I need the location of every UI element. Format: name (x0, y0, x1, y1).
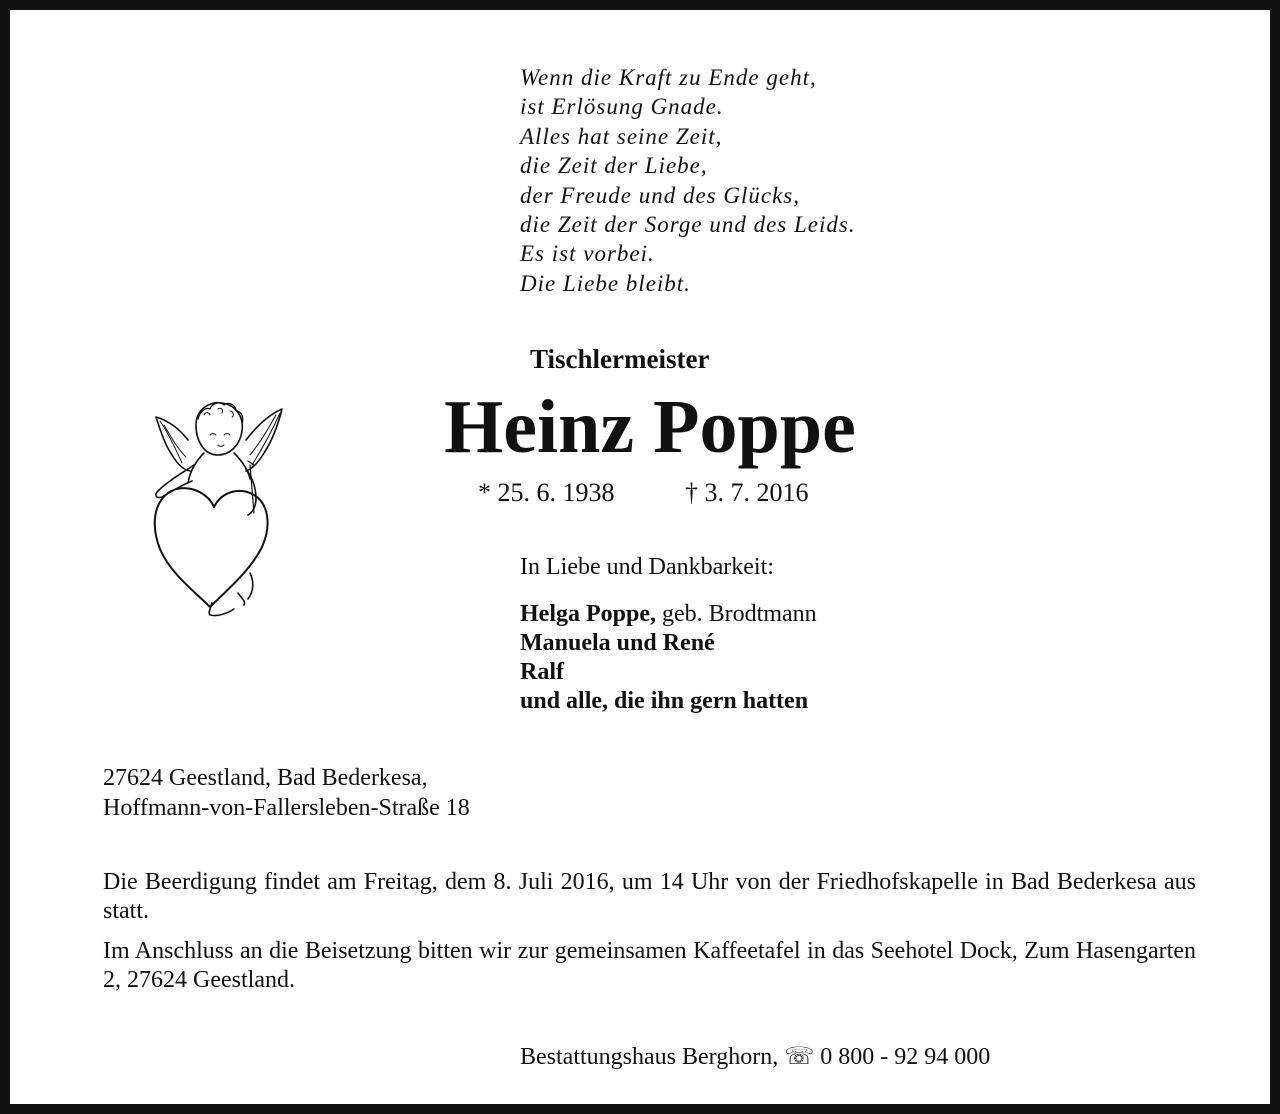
birth-date: * 25. 6. 1938 (478, 478, 615, 507)
mourner-line: Ralf (520, 659, 564, 685)
poem-line: die Zeit der Sorge und des Leids. (520, 212, 856, 238)
mourners-list (520, 600, 817, 716)
poem-line: Wenn die Kraft zu Ende geht, (520, 65, 817, 90)
poem-line: die Zeit der Liebe, (520, 153, 708, 179)
funeral-home-phone: 0 800 - 92 94 000 (814, 1044, 991, 1070)
deceased-name: Heinz Poppe (444, 385, 856, 469)
mourner-name: Helga Poppe, (520, 601, 656, 627)
funeral-home-name: Bestattungshaus Berghorn, (520, 1044, 785, 1070)
funeral-home (520, 1042, 990, 1071)
telephone-icon: ☏ (784, 1044, 815, 1070)
maiden-name-note: geb. Brodtmann (656, 601, 817, 627)
mourners-intro: In Liebe und Dankbarkeit: (520, 554, 774, 580)
funeral-info: Die Beerdigung findet am Freitag, dem 8. Juli 2016, um 14 Uhr von der Friedhofskapelle in Bad Bederkesa aus statt. (103, 869, 1196, 924)
address-line: 27624 Geestland, Bad Bederkesa, (103, 765, 428, 791)
poem-line: der Freude und des Glücks, (520, 182, 800, 208)
poem-line: Alles hat seine Zeit, (520, 123, 723, 149)
death-date: † 3. 7. 2016 (685, 478, 809, 507)
poem-line: ist Erlösung Gnade. (520, 94, 724, 120)
reception-info: Im Anschluss an die Beisetzung bitten wir zur gemeinsamen Kaffeetafel in das Seehotel Dock, Zum Hasengarten 2, 27624 Geestland. (103, 938, 1196, 993)
deceased-occupation: Tischlermeister (530, 344, 710, 374)
address-line: Hoffmann-von-Fallersleben-Straße 18 (103, 794, 470, 821)
poem (520, 63, 856, 298)
poem-line: Es ist vorbei. (520, 241, 655, 267)
address (103, 764, 470, 823)
mourner-line (520, 600, 817, 629)
mourner-line: Manuela und René (520, 630, 715, 656)
poem-line: Die Liebe bleibt. (520, 270, 691, 296)
mourner-line: und alle, die ihn gern hatten (520, 688, 809, 714)
